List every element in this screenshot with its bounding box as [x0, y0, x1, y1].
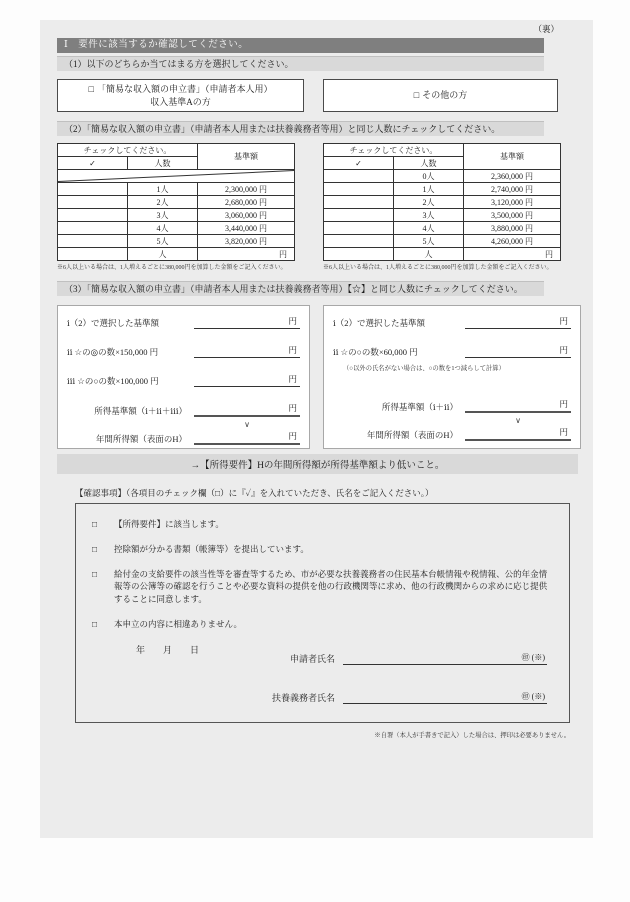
option-a-line1	[58, 83, 303, 96]
table-row	[58, 183, 295, 196]
people-cell: 2人	[128, 196, 198, 209]
checkbox-icon[interactable]: □	[92, 519, 98, 529]
total-input-line[interactable]	[465, 426, 571, 441]
date-input-fields[interactable]: 年 月 日	[136, 644, 200, 655]
check-cell[interactable]	[324, 196, 394, 209]
unit-label: 円	[559, 399, 568, 409]
calc-panel-dependents	[323, 305, 581, 449]
checkbox-icon[interactable]: □	[92, 543, 98, 554]
table-header-row	[58, 144, 295, 157]
calc-label: ⅲ ☆の○の数×100,000 円	[67, 376, 159, 386]
unit-label: 円	[559, 316, 568, 326]
people-cell: 4人	[128, 222, 198, 235]
table-applicant	[57, 143, 295, 271]
option-b-line1	[324, 89, 557, 102]
table-row	[58, 209, 295, 222]
confirm-item-income	[92, 518, 549, 531]
check-header-cell: チェックしてください。	[324, 144, 464, 157]
income-calc-panels	[57, 305, 593, 449]
table-row	[58, 235, 295, 248]
check-cell[interactable]	[58, 222, 128, 235]
table-row	[324, 222, 561, 235]
amount-cell: 3,820,000 円	[198, 235, 295, 248]
check-cell[interactable]	[324, 222, 394, 235]
comparison-row	[67, 419, 300, 430]
comparison-row	[333, 415, 571, 426]
amount-input-line[interactable]	[194, 344, 300, 358]
checkbox-icon[interactable]: □	[88, 83, 94, 94]
confirm-item-text: 【所得要件】に該当します。	[114, 519, 224, 529]
check-cell[interactable]	[58, 248, 128, 261]
confirmation-box	[75, 503, 570, 723]
people-cell: 3人	[128, 209, 198, 222]
less-than-icon: ∨	[515, 416, 521, 425]
amount-input-cell[interactable]: 円	[464, 248, 561, 261]
standard-amount-table-right	[323, 143, 561, 261]
income-type-options	[57, 79, 593, 112]
table-row-not-applicable	[58, 170, 295, 183]
calc-row-ii	[333, 344, 571, 358]
amount-header-cell: 基準額	[464, 144, 561, 170]
unit-label: 円	[288, 374, 297, 384]
income-requirement-result: →【所得要件】Hの年間所得額が所得基準額より低いこと。	[57, 454, 578, 474]
calc-note: （○以外の氏名がない場合は、○の数を1つ減らして計算）	[343, 365, 505, 372]
checkbox-icon[interactable]: □	[92, 618, 98, 629]
guardian-name-input-line[interactable]	[343, 691, 547, 704]
people-input-cell[interactable]: 人	[394, 248, 464, 261]
check-cell[interactable]	[58, 209, 128, 222]
people-cell: 5人	[394, 235, 464, 248]
table-header-row	[324, 144, 561, 157]
calc-row-i	[333, 315, 571, 329]
option-a-subtitle: 収入基準Aの方	[150, 96, 211, 107]
unit-label: 円	[559, 345, 568, 355]
amount-header-cell: 基準額	[198, 144, 295, 170]
subtotal-input-line[interactable]	[194, 402, 300, 417]
section1-title-bar: Ⅰ 要件に該当するか確認してください。	[57, 38, 544, 53]
confirm-item-text: 控除額が分かる書類（帳簿等）を提出しています。	[114, 543, 309, 554]
people-cell: 0人	[394, 170, 464, 183]
table-row	[58, 196, 295, 209]
calc-row-total	[333, 426, 571, 441]
seal-icon: ㊞ (※)	[521, 691, 545, 701]
total-input-line[interactable]	[194, 430, 300, 445]
calc-row-ii	[67, 344, 300, 358]
form-page-back	[40, 20, 593, 838]
unit-label: 円	[288, 403, 297, 413]
option-b-title: その他の方	[422, 90, 468, 100]
amount-cell: 2,680,000 円	[198, 196, 295, 209]
section2-instruction-bar: （2）「簡易な収入額の申立書」（申請者本人用または扶養義務者等用）と同じ人数にチェックしてください。	[57, 121, 544, 136]
confirmation-title: 【確認事項】（各項目のチェック欄（□）に『✓』を入れていただき、氏名をご記入ください。）	[75, 488, 434, 498]
table-dependents	[323, 143, 561, 271]
check-cell[interactable]	[58, 183, 128, 196]
calc-label: ⅰ（2）で選択した基準額	[333, 318, 425, 328]
check-cell[interactable]	[324, 209, 394, 222]
people-cell: 3人	[394, 209, 464, 222]
check-cell[interactable]	[324, 183, 394, 196]
checkbox-icon[interactable]: □	[92, 568, 98, 579]
unit-label: 円	[288, 345, 297, 355]
unit-label: 円	[559, 427, 568, 437]
amount-cell: 3,880,000 円	[464, 222, 561, 235]
section3-instruction-bar: （3）「簡易な収入額の申立書」（申請者本人用または扶養義務者等用）【☆】と同じ人数にチェックしてください。	[57, 281, 544, 296]
seal-icon: ㊞ (※)	[521, 652, 545, 662]
amount-input-line[interactable]	[465, 315, 571, 329]
total-label: 年間所得額（表面のH）	[366, 430, 458, 440]
standard-amount-table-left	[57, 143, 295, 261]
amount-input-line[interactable]	[194, 373, 300, 387]
table-footnote: ※6人以上いる場合は、1人増えるごとに380,000円を加算した金額をご記入ください。	[57, 265, 287, 271]
subtotal-label: 所得基準額（ⅰ＋ⅱ）	[381, 402, 458, 412]
calc-label: ⅱ ☆の◎の数×150,000 円	[67, 347, 159, 357]
option-other[interactable]	[323, 79, 558, 112]
amount-cell: 2,360,000 円	[464, 170, 561, 183]
check-header-cell: チェックしてください。	[58, 144, 198, 157]
option-a-title: 「簡易な収入額の申立書」（申請者本人用）	[96, 83, 273, 94]
people-cell: 5人	[128, 235, 198, 248]
table-row-blank	[324, 248, 561, 261]
people-cell: 4人	[394, 222, 464, 235]
section1-instruction-bar: （1）以下のどちらか当てはまる方を選択してください。	[57, 56, 544, 71]
spacer	[67, 419, 194, 430]
checkmark-icon: ✓	[58, 157, 128, 170]
people-cell: 1人	[128, 183, 198, 196]
amount-cell: 3,120,000 円	[464, 196, 561, 209]
unit-label: 円	[288, 316, 297, 326]
people-input-cell[interactable]: 人	[128, 248, 198, 261]
subtotal-input-line[interactable]	[465, 398, 571, 413]
amount-input-cell[interactable]: 円	[198, 248, 295, 261]
page-side-label: （裏）	[533, 24, 559, 34]
subtotal-label: 所得基準額（ⅰ＋ⅱ＋ⅲ）	[94, 406, 187, 416]
calc-row-iii	[67, 373, 300, 387]
table-row-blank	[58, 248, 295, 261]
calc-row-subtotal	[67, 402, 300, 417]
table-row	[324, 196, 561, 209]
confirm-item-text: 給付金の支給要件の該当性等を審査等するため、市が必要な扶養義務者の住民基本台帳情報や税情報、公的年金情報等の公簿等の確認を行うことや必要な資料の提供を他の行政機関等に求め、他の行政機関からの求めに応じ提供することに同意します。	[114, 568, 548, 604]
signature-footnote: ※自署（本人が手書きで記入）した場合は、押印は必要ありません。	[374, 731, 570, 739]
unit-label: 円	[288, 431, 297, 441]
amount-cell: 3,500,000 円	[464, 209, 561, 222]
calc-row-i	[67, 315, 300, 329]
amount-cell: 2,740,000 円	[464, 183, 561, 196]
people-cell: 2人	[394, 196, 464, 209]
confirm-item-documents	[92, 543, 549, 556]
less-than-icon: ∨	[244, 420, 250, 429]
table-row	[324, 235, 561, 248]
people-header-cell: 人数	[128, 157, 198, 170]
people-cell: 1人	[394, 183, 464, 196]
amount-cell: 4,260,000 円	[464, 235, 561, 248]
amount-cell: 2,300,000 円	[198, 183, 295, 196]
people-header-cell: 人数	[394, 157, 464, 170]
calc-label: ⅱ ☆の○の数×60,000 円	[333, 347, 418, 357]
calc-label: ⅰ（2）で選択した基準額	[67, 318, 159, 328]
option-simple-income-statement[interactable]	[57, 79, 304, 112]
spacer	[333, 415, 465, 426]
diagonal-line-icon	[58, 170, 294, 182]
diagonal-strike-cell	[58, 170, 295, 183]
table-footnote: ※6人以上いる場合は、1人増えるごとに380,000円を加算した金額をご記入ください。	[323, 265, 553, 271]
check-cell[interactable]	[58, 235, 128, 248]
calc-row-subtotal	[333, 398, 571, 413]
calc-panel-applicant	[57, 305, 310, 449]
total-label: 年間所得額（表面のH）	[95, 434, 187, 444]
table-row	[324, 170, 561, 183]
check-cell[interactable]	[324, 170, 394, 183]
confirm-item-accuracy	[92, 618, 549, 631]
check-cell[interactable]	[58, 196, 128, 209]
amount-cell: 3,440,000 円	[198, 222, 295, 235]
guardian-name-label: 扶養義務者氏名	[271, 692, 335, 703]
table-row	[324, 183, 561, 196]
table-row	[58, 222, 295, 235]
check-cell[interactable]	[324, 235, 394, 248]
standard-amount-tables	[57, 143, 593, 271]
check-cell[interactable]	[324, 248, 394, 261]
checkmark-icon: ✓	[324, 157, 394, 170]
amount-input-line[interactable]	[465, 344, 571, 358]
applicant-name-label: 申請者氏名	[289, 653, 335, 664]
calc-row-total	[67, 430, 300, 445]
table-row	[324, 209, 561, 222]
confirm-item-text: 本申立の内容に相違ありません。	[114, 618, 243, 629]
guardian-name-row	[92, 691, 549, 704]
amount-cell: 3,060,000 円	[198, 209, 295, 222]
checkbox-icon[interactable]: □	[413, 90, 420, 100]
applicant-name-input-line[interactable]	[343, 652, 547, 665]
amount-input-line[interactable]	[194, 315, 300, 329]
confirm-item-consent	[92, 568, 549, 606]
